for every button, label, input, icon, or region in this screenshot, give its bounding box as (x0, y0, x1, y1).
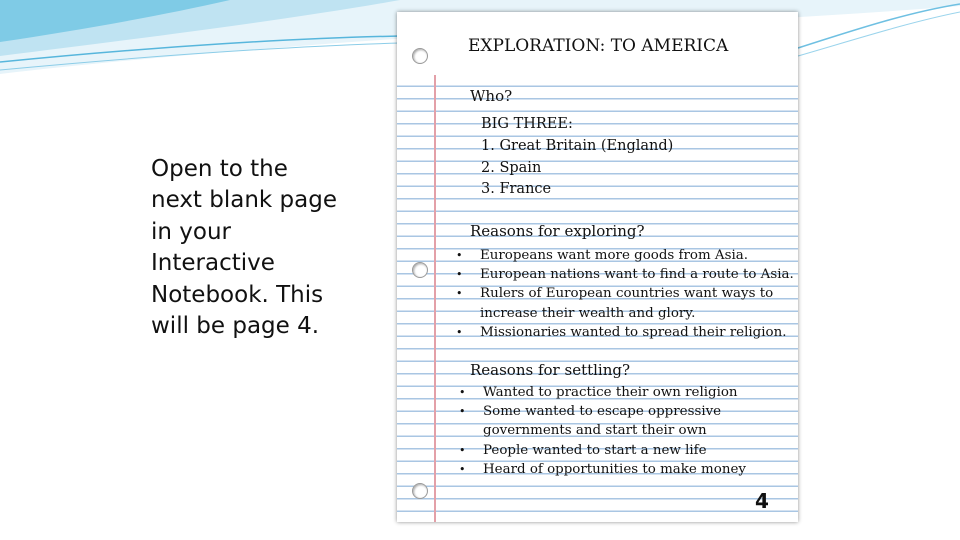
exploring-heading: Reasons for exploring? (470, 222, 645, 240)
bullet-icon: • (456, 268, 463, 282)
who-heading: Who? (470, 87, 513, 105)
binder-hole-icon (412, 483, 428, 499)
bullet-icon: • (459, 405, 466, 419)
instructions-line: will be page 4. (151, 313, 320, 340)
settling-heading: Reasons for settling? (470, 361, 631, 379)
binder-hole-icon (412, 48, 428, 64)
instructions-line: Open to the (151, 156, 288, 182)
bullet-icon: • (459, 386, 466, 399)
bullet-icon: • (456, 287, 463, 301)
list-item: • Rulers of European countries want ways to (456, 284, 794, 303)
list-item-continuation: governments and start their own (483, 423, 707, 439)
bullet-icon: • (456, 325, 463, 339)
list-item: • Europeans want more goods from Asia. (456, 246, 794, 265)
instructions-line: in your (151, 218, 231, 245)
list-item: • Heard of opportunities to make money (459, 460, 746, 479)
big-three-item: 3. France (481, 181, 552, 197)
settling-list (459, 383, 746, 479)
exploring-list (456, 246, 794, 342)
big-three-item: 2. Spain (481, 160, 542, 176)
instructions-line: next blank page (151, 187, 337, 214)
bullet-icon: • (459, 462, 466, 476)
instructions-line: Interactive (151, 250, 275, 277)
page-number: 4 (755, 489, 769, 513)
bullet-icon: • (456, 249, 463, 262)
list-item: • Missionaries wanted to spread their religion. (456, 323, 794, 342)
big-three-heading: BIG THREE: (481, 116, 573, 132)
big-three-item: 1. Great Britain (England) (481, 138, 674, 154)
list-item: • Wanted to practice their own religion (459, 383, 746, 402)
list-item: • European nations want to find a route to Asia. (456, 265, 794, 284)
list-item: • People wanted to start a new life (459, 441, 746, 460)
list-item: • Some wanted to escape oppressive (459, 402, 746, 421)
bullet-icon: • (459, 443, 466, 457)
page-title: EXPLORATION: TO AMERICA (465, 36, 731, 56)
binder-hole-icon (412, 262, 428, 278)
list-item-continuation: increase their wealth and glory. (480, 305, 696, 321)
instructions-line: Notebook. This (151, 281, 324, 308)
instructions-text (151, 154, 381, 342)
notebook-page (397, 12, 798, 522)
